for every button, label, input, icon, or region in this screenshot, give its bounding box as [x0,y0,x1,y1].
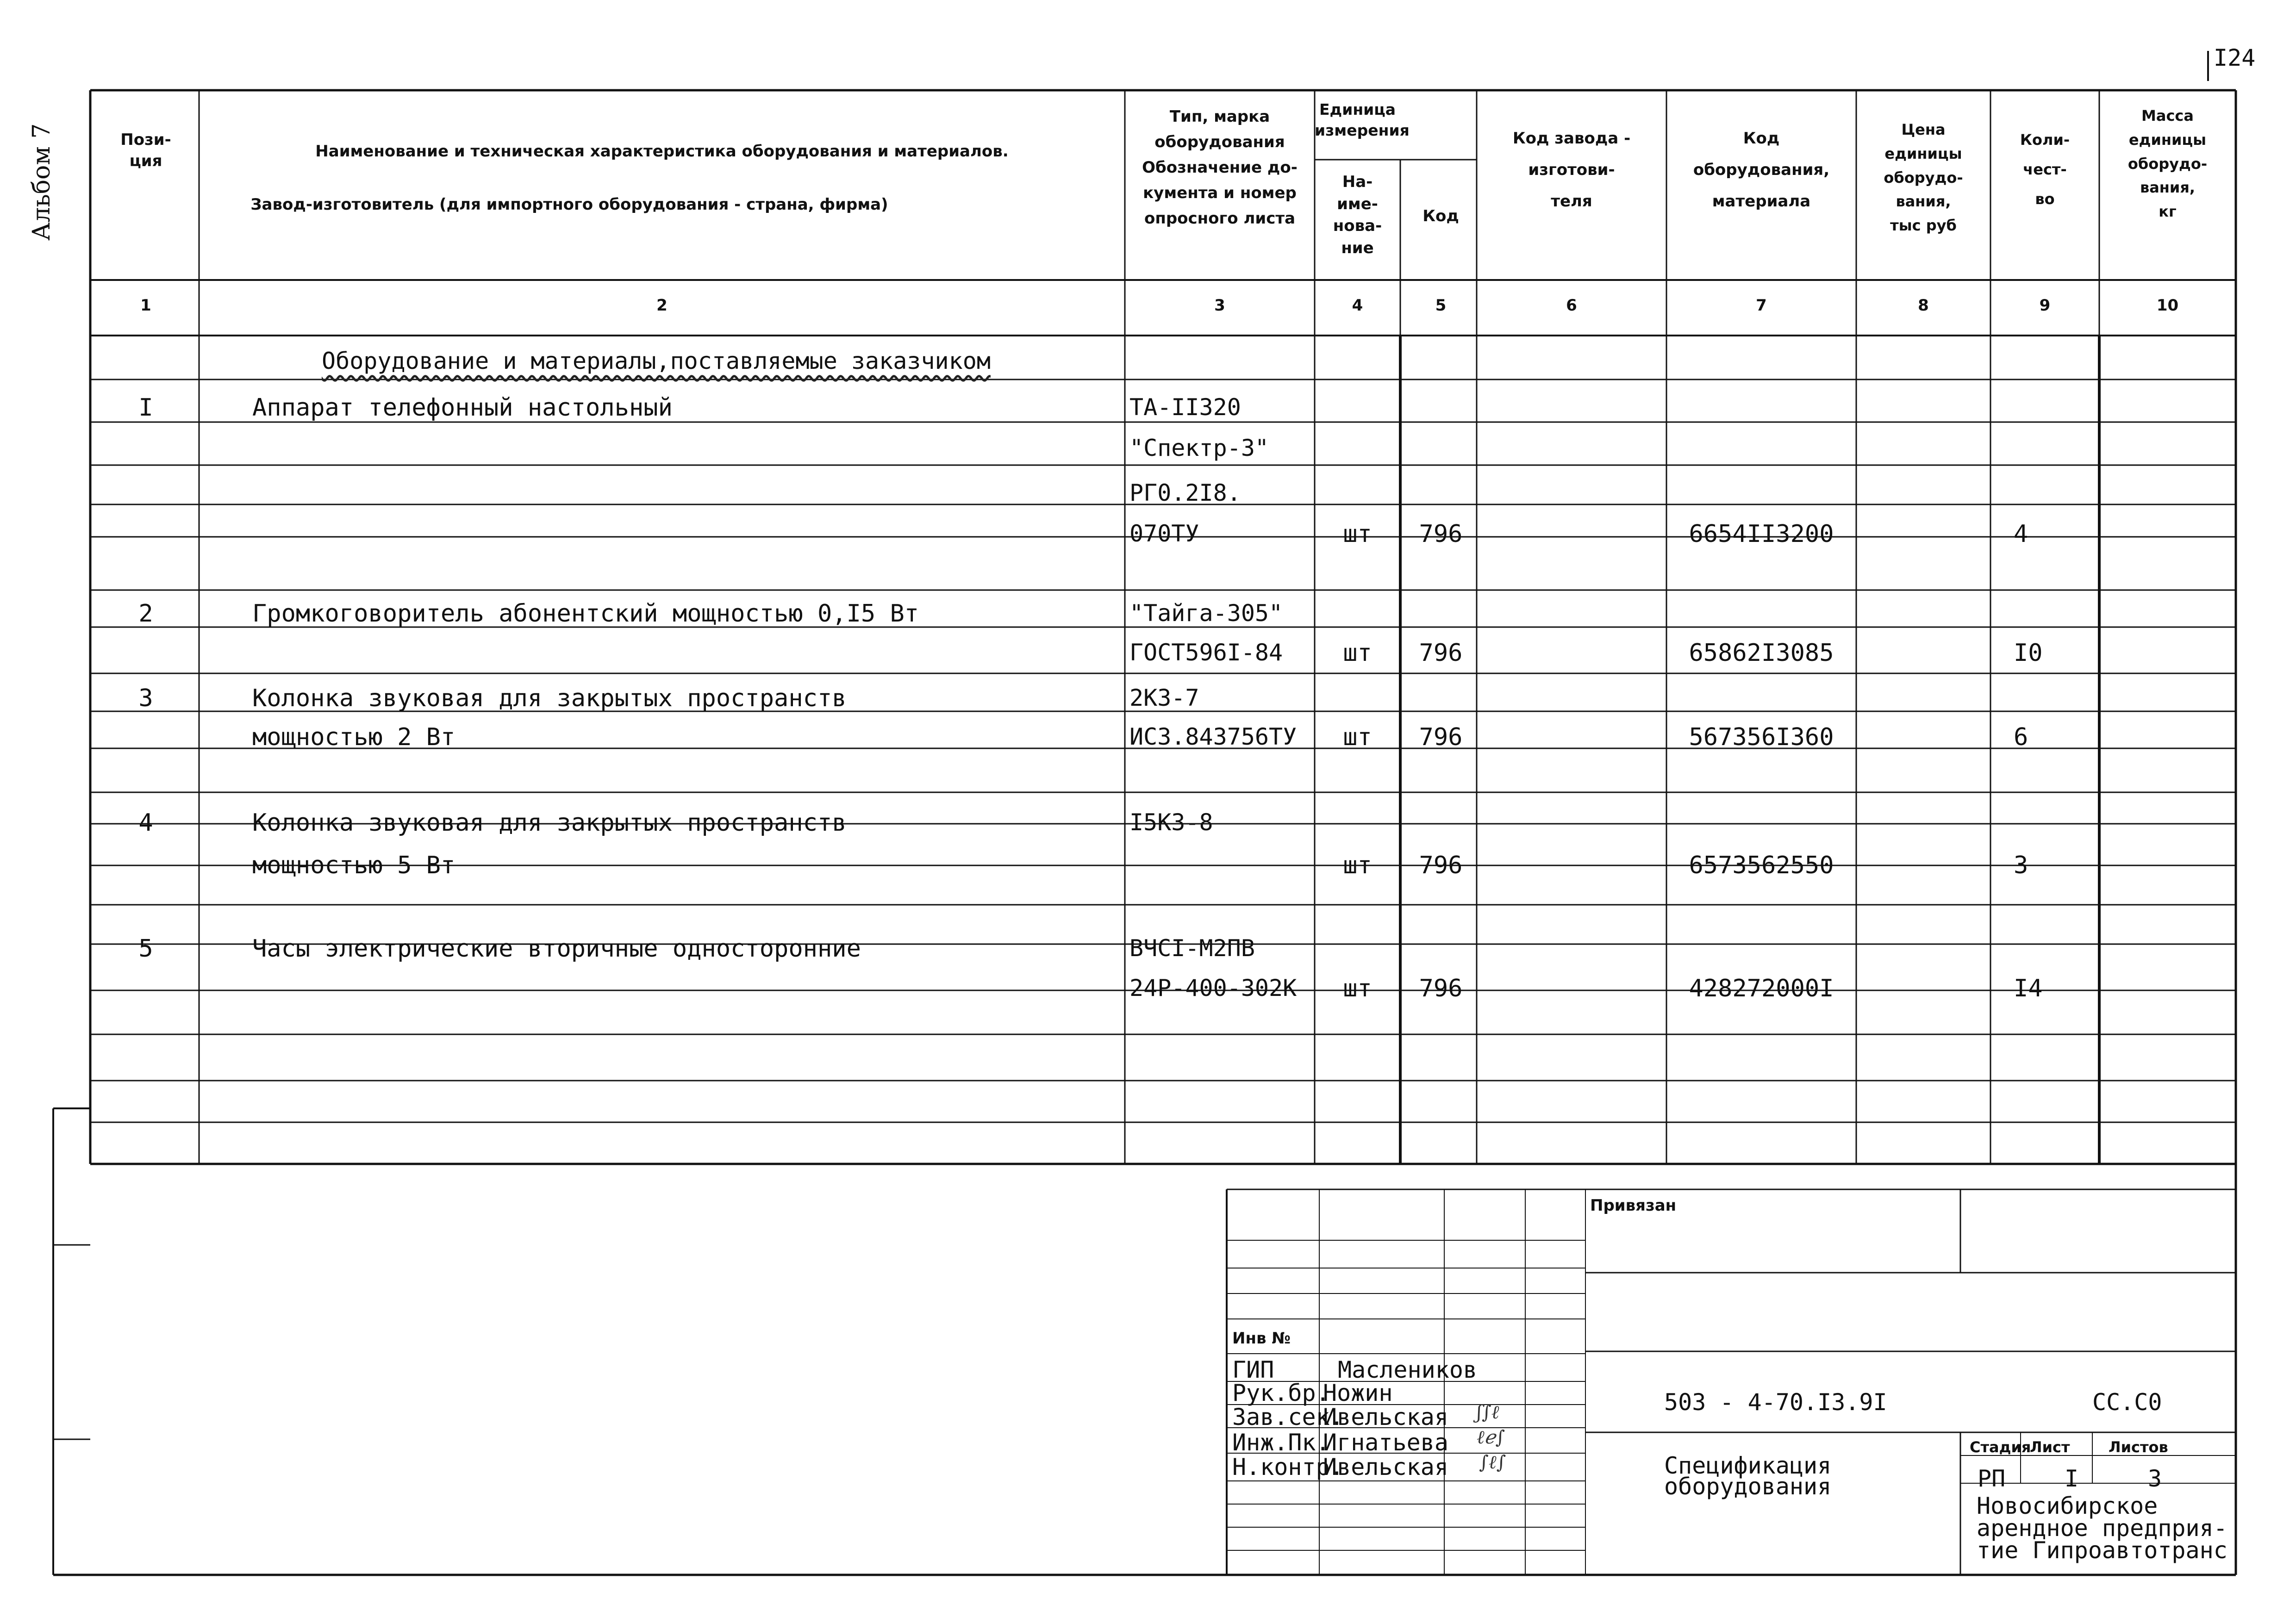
stamp-person-name: Маслеников [1338,1356,1478,1383]
column-number: 5 [1435,296,1447,315]
stamp-sheets-label: Листов [2109,1438,2168,1456]
cell-quantity: 4 [2014,520,2028,548]
column-number: 6 [1566,296,1577,315]
stamp-role: Рук.бр. [1232,1380,1330,1406]
cell-unit: шт [1343,520,1372,548]
stamp-person-name: Ивельская [1323,1404,1448,1430]
album-label: Альбом 7 [28,123,56,241]
cell-quantity: 3 [2014,852,2028,879]
cell-unit-code: 796 [1419,975,1463,1002]
column-number: 9 [2039,296,2051,315]
cell-type: РГ0.2I8. [1129,479,1241,506]
stamp-sheet-label: Лист [2030,1438,2070,1456]
cell-unit: шт [1343,852,1372,879]
stamp-organization: Новосибирское арендное предприя- тие Гипроавтотранс [1977,1492,2227,1564]
section-title: Оборудование и материалы,поставляемые заказчиком [322,348,991,374]
stamp-role: Н.контр. [1232,1454,1344,1480]
cell-unit: шт [1343,723,1372,751]
cell-unit-code: 796 [1419,520,1463,548]
column-number: 7 [1756,296,1767,315]
header-price: Цена единицы оборудо- вания, тыс руб [1884,121,1963,235]
stamp-sheet-code: СС.С0 [2092,1389,2162,1416]
cell-quantity: I4 [2014,975,2043,1002]
header-unit-group: Единица измерения [1315,100,1410,139]
cell-position: 3 [138,684,153,712]
cell-unit-code: 796 [1419,723,1463,751]
stamp-inv-label: Инв № [1232,1329,1291,1348]
cell-type: 24Р-400-302К [1129,975,1297,1001]
cell-name: Аппарат телефонный настольный [252,394,673,422]
header-position: Пози- ция [120,131,171,170]
signature-mark: ∫ℓ∫ [1479,1452,1506,1473]
cell-unit-code: 796 [1419,639,1463,667]
column-number: 2 [656,296,668,315]
cell-type: "Спектр-3" [1129,435,1269,461]
cell-name: Часы электрические вторичные односторонние [252,935,861,963]
cell-position: 4 [138,809,153,837]
signature-mark: ʃ∫ℓ [1477,1402,1499,1423]
cell-name: мощностью 5 Вт [252,852,455,879]
cell-equipment-code: 567356I360 [1689,723,1834,751]
header-factory-code: Код завода - изготови- теля [1512,129,1631,211]
cell-equipment-code: 65862I3085 [1689,639,1834,667]
stamp-role: Инж.Пк. [1232,1429,1330,1456]
stamp-stage-label: Стадия [1970,1438,2031,1456]
cell-position: I [138,394,153,422]
stamp-person-name: Ножин [1323,1380,1393,1406]
cell-type: ВЧСI-М2ПВ [1129,935,1255,962]
column-number: 1 [140,296,151,315]
cell-name: Громкоговоритель абонентский мощностью 0,I5 Вт [252,600,919,628]
cell-unit: шт [1343,639,1372,667]
header-equipment-code: Код оборудования, материала [1693,129,1830,211]
column-number: 8 [1918,296,1929,315]
cell-type: ГОСТ596I-84 [1129,639,1283,666]
header-type: Тип, марка оборудования Обозначение до- кумента и номер опросного листа [1142,107,1298,228]
header-quantity: Коли- чест- во [2020,131,2070,208]
cell-equipment-code: 6573562550 [1689,852,1834,879]
stamp-sheet: I [2065,1465,2079,1492]
stamp-doc-code: 503 - 4-70.I3.9I [1664,1389,1887,1416]
column-number: 4 [1352,296,1363,315]
stamp-doc-title: Спецификация оборудования [1664,1452,1832,1500]
stamp-person-name: Ивельская [1323,1454,1448,1480]
stamp-bound-label: Привязан [1590,1196,1677,1215]
cell-position: 5 [138,935,153,963]
header-unit-code: Код [1423,207,1459,225]
cell-unit: шт [1343,975,1372,1002]
header-name-line1: Наименование и техническая характеристика оборудования и материалов. [315,142,1009,161]
cell-quantity: 6 [2014,723,2028,751]
cell-type: 070ТУ [1129,520,1199,547]
stamp-sheets: 3 [2148,1465,2162,1492]
cell-equipment-code: 428272000I [1689,975,1834,1002]
header-mass: Масса единицы оборудо- вания, кг [2128,107,2208,221]
signature-mark: ℓℯ∫ [1477,1427,1505,1448]
cell-name: Колонка звуковая для закрытых пространств [252,684,847,712]
column-number: 3 [1214,296,1225,315]
stamp-role: ГИП [1232,1356,1274,1383]
cell-type: ИСЗ.843756ТУ [1129,723,1297,750]
cell-type: ТА-II320 [1129,394,1241,421]
stamp-stage: РП [1978,1465,2006,1492]
header-name-line2: Завод-изготовитель (для импортного оборудования - страна, фирма) [250,195,888,214]
cell-position: 2 [138,600,153,628]
cell-unit-code: 796 [1419,852,1463,879]
cell-name: мощностью 2 Вт [252,723,455,751]
cell-type: 2КЗ-7 [1129,684,1199,711]
column-number: 10 [2156,296,2179,315]
cell-name: Колонка звуковая для закрытых пространств [252,809,847,837]
cell-quantity: I0 [2014,639,2043,667]
stamp-person-name: Игнатьева [1323,1429,1448,1456]
cell-equipment-code: 6654II3200 [1689,520,1834,548]
cell-type: I5КЗ-8 [1129,809,1213,836]
header-unit-name: На- име- нова- ние [1333,173,1382,257]
page-number: I24 [2214,44,2256,71]
cell-type: "Тайга-305" [1129,600,1283,627]
stamp-role: Зав.сек. [1232,1404,1344,1430]
